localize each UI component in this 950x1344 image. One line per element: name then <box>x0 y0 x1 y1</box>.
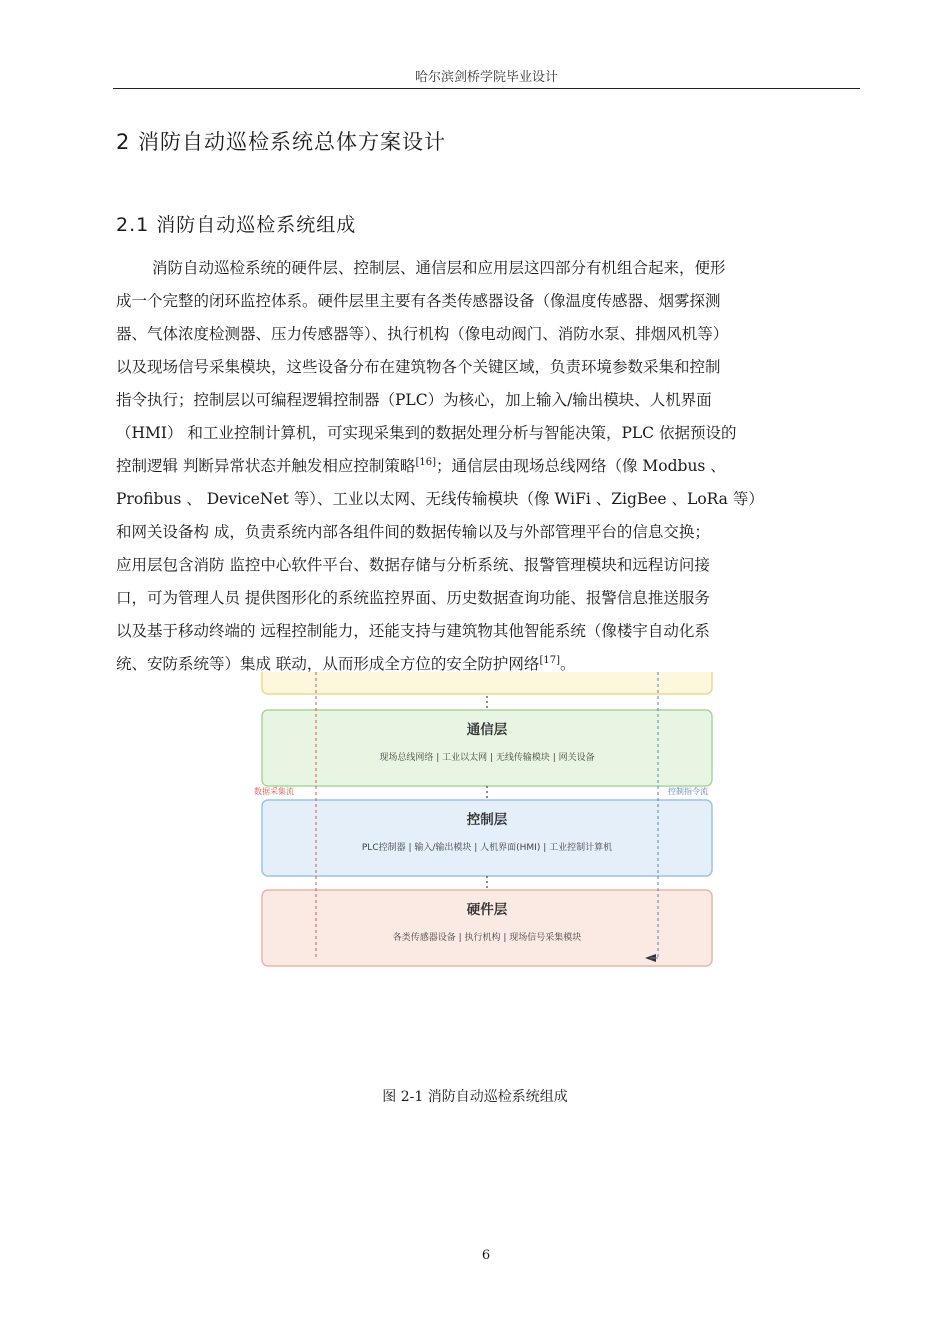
section-title: 2.1 消防自动巡检系统组成 <box>116 214 357 236</box>
figure-caption: 图 2-1 消防自动巡检系统组成 <box>382 1089 568 1105</box>
body-line: 成一个完整的闭环监控体系。硬件层里主要有各类传感器设备（像温度传感器、烟雾探测 <box>116 292 721 310</box>
control-layer-title: 控制层 <box>466 812 508 828</box>
body-line: 以及基于移动终端的 远程控制能力，还能支持与建筑物其他智能系统（像楼宇自动化系 <box>116 622 710 640</box>
control-layer-group <box>262 800 712 876</box>
communication-layer-title: 通信层 <box>466 722 508 738</box>
running-header: 哈尔滨剑桥学院毕业设计 <box>414 70 558 85</box>
chapter-title: 2 消防自动巡检系统总体方案设计 <box>116 130 447 154</box>
body-line-text: 控制逻辑 判断异常状态并触发相应控制策略 <box>116 457 416 475</box>
body-line: （HMI） 和工业控制计算机，可实现采集到的数据处理分析与智能决策，PLC 依据预设的 <box>116 424 737 442</box>
end-mark: 。 <box>559 655 576 673</box>
page-number: 6 <box>481 1248 491 1263</box>
body-line: 和网关设备构 成，负责系统内部各组件间的数据传输以及与外部管理平台的信息交换； <box>116 523 710 541</box>
body-line: 口，可为管理人员 提供图形化的系统监控界面、历史数据查询功能、报警信息推送服务 <box>116 589 710 607</box>
body-line-tail: ；通信层由现场总线网络（像 Modbus 、 <box>435 457 726 475</box>
body-line: 指令执行；控制层以可编程逻辑控制器（PLC）为核心，加上输入/输出模块、人机界面 <box>116 391 712 409</box>
body-line <box>116 450 864 483</box>
body-line: 消防自动巡检系统的硬件层、控制层、通信层和应用层这四部分有机组合起来，便形 <box>152 259 726 277</box>
hardware-layer-title: 硬件层 <box>466 902 508 918</box>
application-layer-box <box>262 672 712 694</box>
system-architecture-figure <box>252 672 722 972</box>
communication-layer-description: 现场总线网络 | 工业以太网 | 无线传输模块 | 网关设备 <box>379 753 595 763</box>
control-flow-label: 控制指令流 <box>668 787 708 796</box>
hardware-layer-group <box>262 890 712 966</box>
data-flow-label: 数据采集流 <box>254 787 294 796</box>
body-line: 器、气体浓度检测器、压力传感器等）、执行机构（像电动阀门、消防水泵、排烟风机等） <box>116 325 729 343</box>
hardware-layer-description: 各类传感器设备 | 执行机构 | 现场信号采集模块 <box>392 933 582 943</box>
body-line-text: 统、安防系统等）集成 联动，从而形成全方位的安全防护网络 <box>116 655 540 673</box>
architecture-diagram <box>252 672 722 972</box>
control-layer-description: PLC控制器 | 输入/输出模块 | 人机界面(HMI) | 工业控制计算机 <box>361 843 613 853</box>
body-line: 以及现场信号采集模块，这些设备分布在建筑物各个关键区域，负责环境参数采集和控制 <box>116 358 721 376</box>
body-line: Profibus 、 DeviceNet 等）、工业以太网、无线传输模块（像 WiFi 、ZigBee 、LoRa 等） <box>116 490 764 508</box>
communication-layer-group <box>262 710 712 786</box>
citation-17[interactable]: [17] <box>539 654 560 666</box>
citation-16[interactable]: [16] <box>415 456 436 468</box>
body-line: 应用层包含消防 监控中心软件平台、数据存储与分析系统、报警管理模块和远程访问接 <box>116 556 710 574</box>
body-paragraph <box>116 252 864 681</box>
header-rule <box>113 88 860 89</box>
